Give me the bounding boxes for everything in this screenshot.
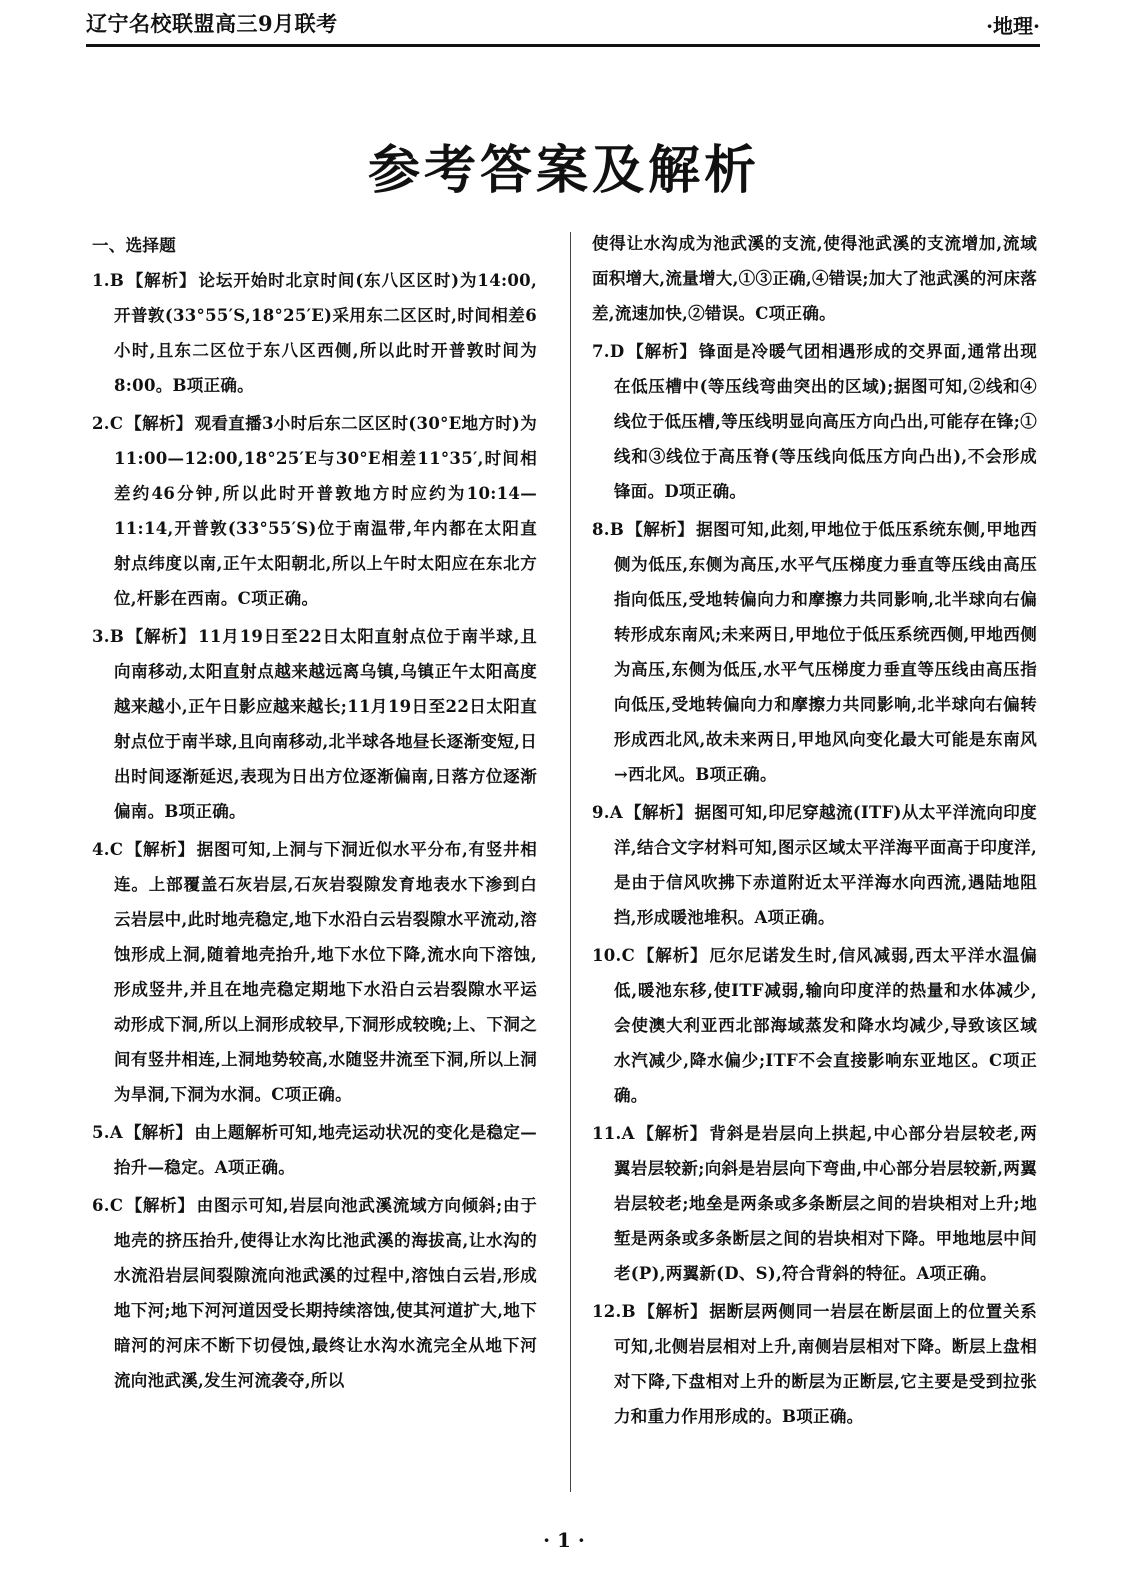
answer-text: 由图示可知,岩层向池武溪流域方向倾斜;由于地壳的挤压抬升,使得让水沟比池武溪的海拔高,让水沟的水流沿岩层间裂隙流向池武溪的过程中,溶蚀白云岩,形成地下河;地下河河道因受长期持续溶蚀,使其河道扩大,地下暗河的河床不断下切侵蚀,最终让水沟水流完全从地下河流向池武溪,发生河流袭夺,所以 bbox=[114, 1196, 538, 1390]
header-subject: ·地理· bbox=[986, 14, 1040, 38]
answer-text: 论坛开始时北京时间(东八区区时)为14:00,开普敦(33°55′S,18°25′E)采用东二区区时,时间相差6小时,且东二区位于东八区西侧,所以此时开普敦时间为8:00。B项正确。 bbox=[114, 271, 537, 395]
answer-number: 3.B bbox=[92, 627, 125, 646]
answer-number: 4.C bbox=[92, 840, 124, 859]
answer-item bbox=[592, 938, 1037, 1113]
answer-text: 据图可知,此刻,甲地位于低压系统东侧,甲地西侧为低压,东侧为高压,水平气压梯度力垂直等压线由高压指向低压,受地转偏向力和摩擦力共同影响,北半球向右偏转形成东南风;未来两日,甲地位于低压系统西侧,甲地西侧为高压,东侧为低压,水平气压梯度力垂直等压线由高压指向低压,受地转偏向力和摩擦力共同影响,北半球向右偏转形成西北风,故未来两日,甲地风向变化最大可能是东南风→西北风。B项正确。 bbox=[614, 520, 1037, 784]
answer-number: 10.C bbox=[592, 946, 636, 965]
analysis-tag: 【解析】 bbox=[125, 1196, 195, 1215]
answer-item bbox=[92, 619, 537, 829]
analysis-tag: 【解析】 bbox=[637, 1302, 708, 1321]
answer-text: 厄尔尼诺发生时,信风减弱,西太平洋水温偏低,暖池东移,使ITF减弱,输向印度洋的热量和水体减少,会使澳大利亚西北部海域蒸发和降水均减少,导致该区域水汽减少,降水偏少;ITF不会直接影响东亚地区。C项正确。 bbox=[614, 946, 1037, 1105]
answer-number: 7.D bbox=[592, 342, 625, 361]
answer-number: 1.B bbox=[92, 271, 125, 290]
right-column bbox=[592, 226, 1037, 1437]
answer-item bbox=[592, 1294, 1037, 1434]
analysis-tag: 【解析】 bbox=[626, 342, 697, 361]
answer-text: 据图可知,上洞与下洞近似水平分布,有竖井相连。上部覆盖石灰岩层,石灰岩裂隙发育地表水下渗到白云岩层中,此时地壳稳定,地下水沿白云岩裂隙水平流动,溶蚀形成上洞,随着地壳抬升,地下水位下降,流水向下溶蚀,形成竖井,并且在地壳稳定期地下水沿白云岩裂隙水平运动形成下洞,所以上洞形成较早,下洞形成较晚;上、下洞之间有竖井相连,上洞地势较高,水随竖井流至下洞,所以上洞为旱洞,下洞为水洞。C项正确。 bbox=[114, 840, 537, 1104]
column-divider bbox=[570, 232, 571, 1492]
answer-number: 8.B bbox=[592, 520, 625, 539]
analysis-tag: 【解析】 bbox=[637, 946, 708, 965]
page-number: · 1 · bbox=[543, 1528, 585, 1552]
section-heading: 一、选择题 bbox=[92, 236, 176, 255]
answer-number: 5.A bbox=[92, 1123, 123, 1142]
answer-item bbox=[592, 334, 1037, 509]
analysis-tag: 【解析】 bbox=[626, 520, 695, 539]
answer-item bbox=[592, 1116, 1037, 1291]
answer-item bbox=[92, 1115, 537, 1185]
analysis-tag: 【解析】 bbox=[124, 1123, 193, 1142]
answer-item bbox=[592, 512, 1037, 792]
answer-number: 9.A bbox=[592, 803, 623, 822]
page-title: 参考答案及解析 bbox=[367, 141, 760, 201]
answer-item bbox=[592, 795, 1037, 935]
answer-item bbox=[92, 1188, 537, 1398]
header-title: 辽宁名校联盟高三9月联考 bbox=[86, 11, 338, 36]
answer-text: 据断层两侧同一岩层在断层面上的位置关系可知,北侧岩层相对上升,南侧岩层相对下降。断层上盘相对下降,下盘相对上升的断层为正断层,它主要是受到拉张力和重力作用形成的。B项正确。 bbox=[614, 1302, 1038, 1426]
analysis-tag: 【解析】 bbox=[126, 627, 197, 646]
answer-number: 12.B bbox=[592, 1302, 636, 1321]
continuation-text: 使得让水沟成为池武溪的支流,使得池武溪的支流增加,流域面积增大,流量增大,①③正确,④错误;加大了池武溪的河床落差,流速加快,②错误。C项正确。 bbox=[592, 234, 1037, 323]
left-column bbox=[92, 228, 537, 1401]
answer-item bbox=[92, 406, 537, 616]
answer-text: 锋面是冷暖气团相遇形成的交界面,通常出现在低压槽中(等压线弯曲突出的区域);据图可知,②线和④线位于低压槽,等压线明显向高压方向凸出,可能存在锋;①线和③线位于高压脊(等压线向低压方向凸出),不会形成锋面。D项正确。 bbox=[614, 342, 1037, 501]
analysis-tag: 【解析】 bbox=[126, 271, 197, 290]
analysis-tag: 【解析】 bbox=[636, 1124, 708, 1143]
answer-text: 观看直播3小时后东二区区时(30°E地方时)为11:00—12:00,18°25′E与30°E相差11°35′,时间相差约46分钟,所以此时开普敦地方时应约为10:14—11:14,开普敦(33°55′S)位于南温带,年内都在太阳直射点纬度以南,正午太阳朝北,所以上午时太阳应在东北方位,杆影在西南。C项正确。 bbox=[114, 414, 537, 608]
analysis-tag: 【解析】 bbox=[624, 803, 693, 822]
answer-text: 由上题解析可知,地壳运动状况的变化是稳定—抬升—稳定。A项正确。 bbox=[114, 1123, 538, 1177]
answer-number: 11.A bbox=[592, 1124, 635, 1143]
answer-number: 2.C bbox=[92, 414, 124, 433]
header-rule bbox=[86, 44, 1040, 47]
answer-item bbox=[92, 832, 537, 1112]
answer-item bbox=[92, 263, 537, 403]
analysis-tag: 【解析】 bbox=[125, 414, 193, 433]
answer-text: 据图可知,印尼穿越流(ITF)从太平洋流向印度洋,结合文字材料可知,图示区域太平洋海平面高于印度洋,是由于信风吹拂下赤道附近太平洋海水向西流,遇陆地阻挡,形成暖池堆积。A项正确。 bbox=[614, 803, 1037, 927]
answer-text: 背斜是岩层向上拱起,中心部分岩层较老,两翼岩层较新;向斜是岩层向下弯曲,中心部分岩层较新,两翼岩层较老;地垒是两条或多条断层之间的岩块相对上升;地堑是两条或多条断层之间的岩块相对下降。甲地地层中间老(P),两翼新(D、S),符合背斜的特征。A项正确。 bbox=[614, 1124, 1037, 1283]
answer-text: 11月19日至22日太阳直射点位于南半球,且向南移动,太阳直射点越来越远离乌镇,乌镇正午太阳高度越来越小,正午日影应越来越长;11月19日至22日太阳直射点位于南半球,且向南移动,北半球各地昼长逐渐变短,日出时间逐渐延迟,表现为日出方位逐渐偏南,日落方位逐渐偏南。B项正确。 bbox=[114, 627, 537, 821]
analysis-tag: 【解析】 bbox=[125, 840, 195, 859]
answer-number: 6.C bbox=[92, 1196, 124, 1215]
